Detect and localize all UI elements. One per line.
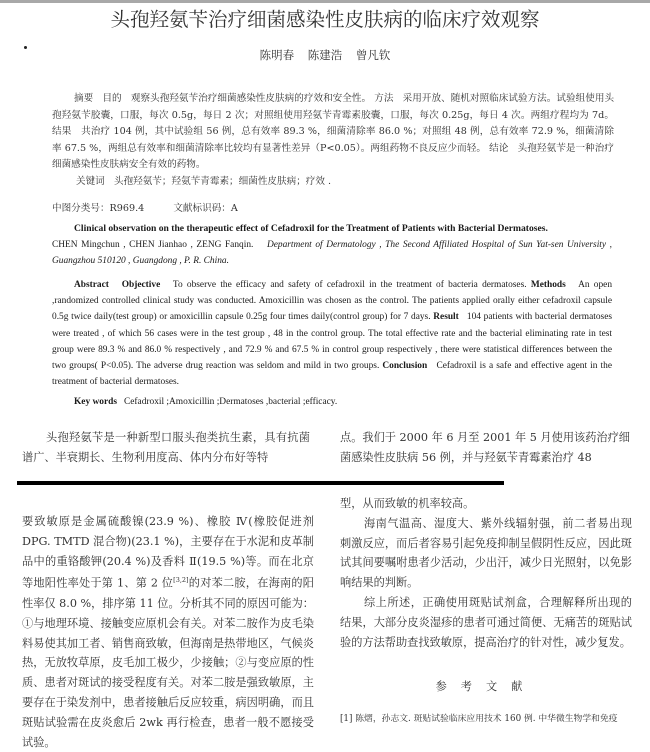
conclusion-label: 结论 [489,142,509,154]
conclusion-text: Cefadroxil is a safe and effective agent in the treatment of bacterial dermatoses. [52,361,613,388]
english-affiliation: Department of Dermatology , The Second Affiliated Hospital of Sun Yat-sen University , Guangzhou 510120 , Guangdong , P. R. China. [52,240,612,267]
paper-title: 头孢羟氨苄治疗细菌感染性皮肤病的临床疗效观察 [110,8,540,31]
methods-text: 采用开放、随机对照临床试验方法。试验组使用头孢羟氨苄胶囊，口服，每次 0.5g，每日 2 次；对照组使用羟氨苄青霉素胶囊，口服，每次 0.25g，每日 4 次。两组疗程均为 7d。 [52,93,615,121]
keywords-label: Key words [74,397,117,407]
classification-line [52,200,238,214]
conclusion-text: 头孢羟氨苄是一种治疗细菌感染性皮肤病安全有效的药物。 [52,142,614,171]
citation: [3,2] [173,576,189,585]
body-right-column [340,494,632,652]
chinese-abstract [52,91,614,174]
methods-label: Methods [530,280,566,290]
page-divider [17,481,504,485]
author: 陈建浩 [307,48,343,62]
paragraph: 海南气温高、湿度大、紫外线辐射强，前二者易出现刺激反应，而后者容易引起免疫抑制呈假阴性反应，因此斑试其间要嘱咐患者少活动，少出汗，减少日光照射，以免影响结果的判断。 [340,516,632,590]
body-text: 的对苯二胺，在海南的阳性率仅 8.0 %，排序第 11 位。分析其不同的原因可能为：①与地理环境、接触变应原机会有关。对苯二胺作为皮毛染料易使其加工者、销售商致敏，但海南是热带地区，气候炎热，无放牧草原，皮毛加工极少，少接触；②与变应原的性质、患者对斑试的接受程度有关。对苯二胺是强致敏原，主要存在于染发剂中，患者接触后反应较重，病因明确，而且斑贴试验需在皮炎愈后 2wk 再行检查，患者一般不愿接受试验。 [22,577,314,749]
body-left-column [22,512,314,752]
abstract-label: Abstract [74,280,109,290]
english-authors: CHEN Mingchun , CHEN Jianhao , ZENG Fanqin. [52,240,254,250]
keywords-label: 关键词 [76,176,105,187]
methods-text: An open ,randomized controlled clinical study was conducted. Amoxicillin was chosen as the control. The patients applied orally either cefadroxil capsule 0.5g twice daily(test group) or amoxicillin capsule 0.25g four times daily(control group) for 7 days. [52,280,613,323]
results-text: 104 patients with bacterial dermatoses were treated , of which 56 cases were in the test group , 48 in the control group. The total effective rate and the bacterial eliminating rate in test group were 89.3 % and 86.0 % respectively , and 72.9 % and 67.5 % in control group respectively , there were statistical differences between the two groups( P<0.05). The adverse drug reaction was seldom and mild in two groups. [52,312,613,372]
reference-item: [1] 陈熠，孙志文. 斑贴试验临床应用技术 160 例. 中华微生物学和免疫 [340,714,618,724]
body-text: 要致敏原是金属硫酸镍(23.9 %)、橡胶 Ⅳ(橡胶促进剂 DPG. TMTD 混合物)(23.1 %)，主要存在于水泥和皮革制品中的重铬酸钾(20.4 %)及香料 Ⅱ(19.5 %)等。而在北京等地阳性率处于第 1、第 2 位 [22,515,314,591]
objective-text: To observe the efficacy and safety of cefadroxil in the treatment of bacteria dermatoses. [172,280,527,290]
english-abstract [52,277,612,390]
results-text: 共治疗 104 例，其中试验组 56 例，总有效率 89.3 %，细菌清除率 86.0 %；对照组 48 例，总有效率 72.9 %，细菌清除率 67.5 %，两组总有效率和细菌清除率比较均有显著性差异（P<0.05）。两组药物不良反应少而轻。 [52,126,615,154]
document-code: 文献标识码：A [173,203,238,214]
paragraph: 综上所述，正确使用斑贴试剂盒，合理解释所出现的结果，大部分皮炎湿疹的患者可通过简便、无痛苦的斑贴试验的方法帮助查找致敏原，提高治疗的针对性，减少复发。 [340,595,632,649]
clc-number: 中图分类号：R969.4 [52,203,145,214]
conclusion-label: Conclusion [382,361,428,372]
intro-left-column: 头孢羟氨苄是一种新型口服头孢类抗生素，具有抗菌谱广、半衰期长、生物利用度高、体内分布好等特 [22,431,310,464]
results-label: 结果 [52,126,72,138]
abstract-label: 摘要 [74,93,94,104]
results-label: Result [433,312,459,323]
keywords-text: Cefadroxil ;Amoxicillin ;Dermatoses ,bacterial ;efficacy. [124,397,338,407]
methods-label: 方法 [374,93,394,104]
objective-label: 目的 [102,93,122,104]
intro-right-column: 点。我们于 2000 年 6 月至 2001 年 5 月使用该药治疗细菌感染性皮肤病 56 例，并与羟氨苄青霉素治疗 48 [340,431,630,464]
references-heading: 参考文献 [435,680,537,693]
objective-label: Objective [121,280,161,290]
keywords-text: 头孢羟氨苄；羟氨苄青霉素；细菌性皮肤病；疗效 . [113,176,332,187]
chinese-keywords [76,174,616,191]
paragraph: 型，从而致敏的机率较高。 [340,497,475,510]
top-border [0,0,650,3]
author-list [0,47,650,63]
english-keywords [74,394,614,410]
author: 陈明春 [259,48,295,62]
author: 曾凡钦 [355,48,391,62]
english-title: Clinical observation on the therapeutic effect of Cefadroxil for the Treatment of Patients with Bacterial Dermatoses. [74,223,548,234]
objective-text: 观察头孢羟氨苄治疗细菌感染性皮肤病的疗效和安全性。 [130,93,372,104]
english-authors-affiliation [52,237,612,269]
